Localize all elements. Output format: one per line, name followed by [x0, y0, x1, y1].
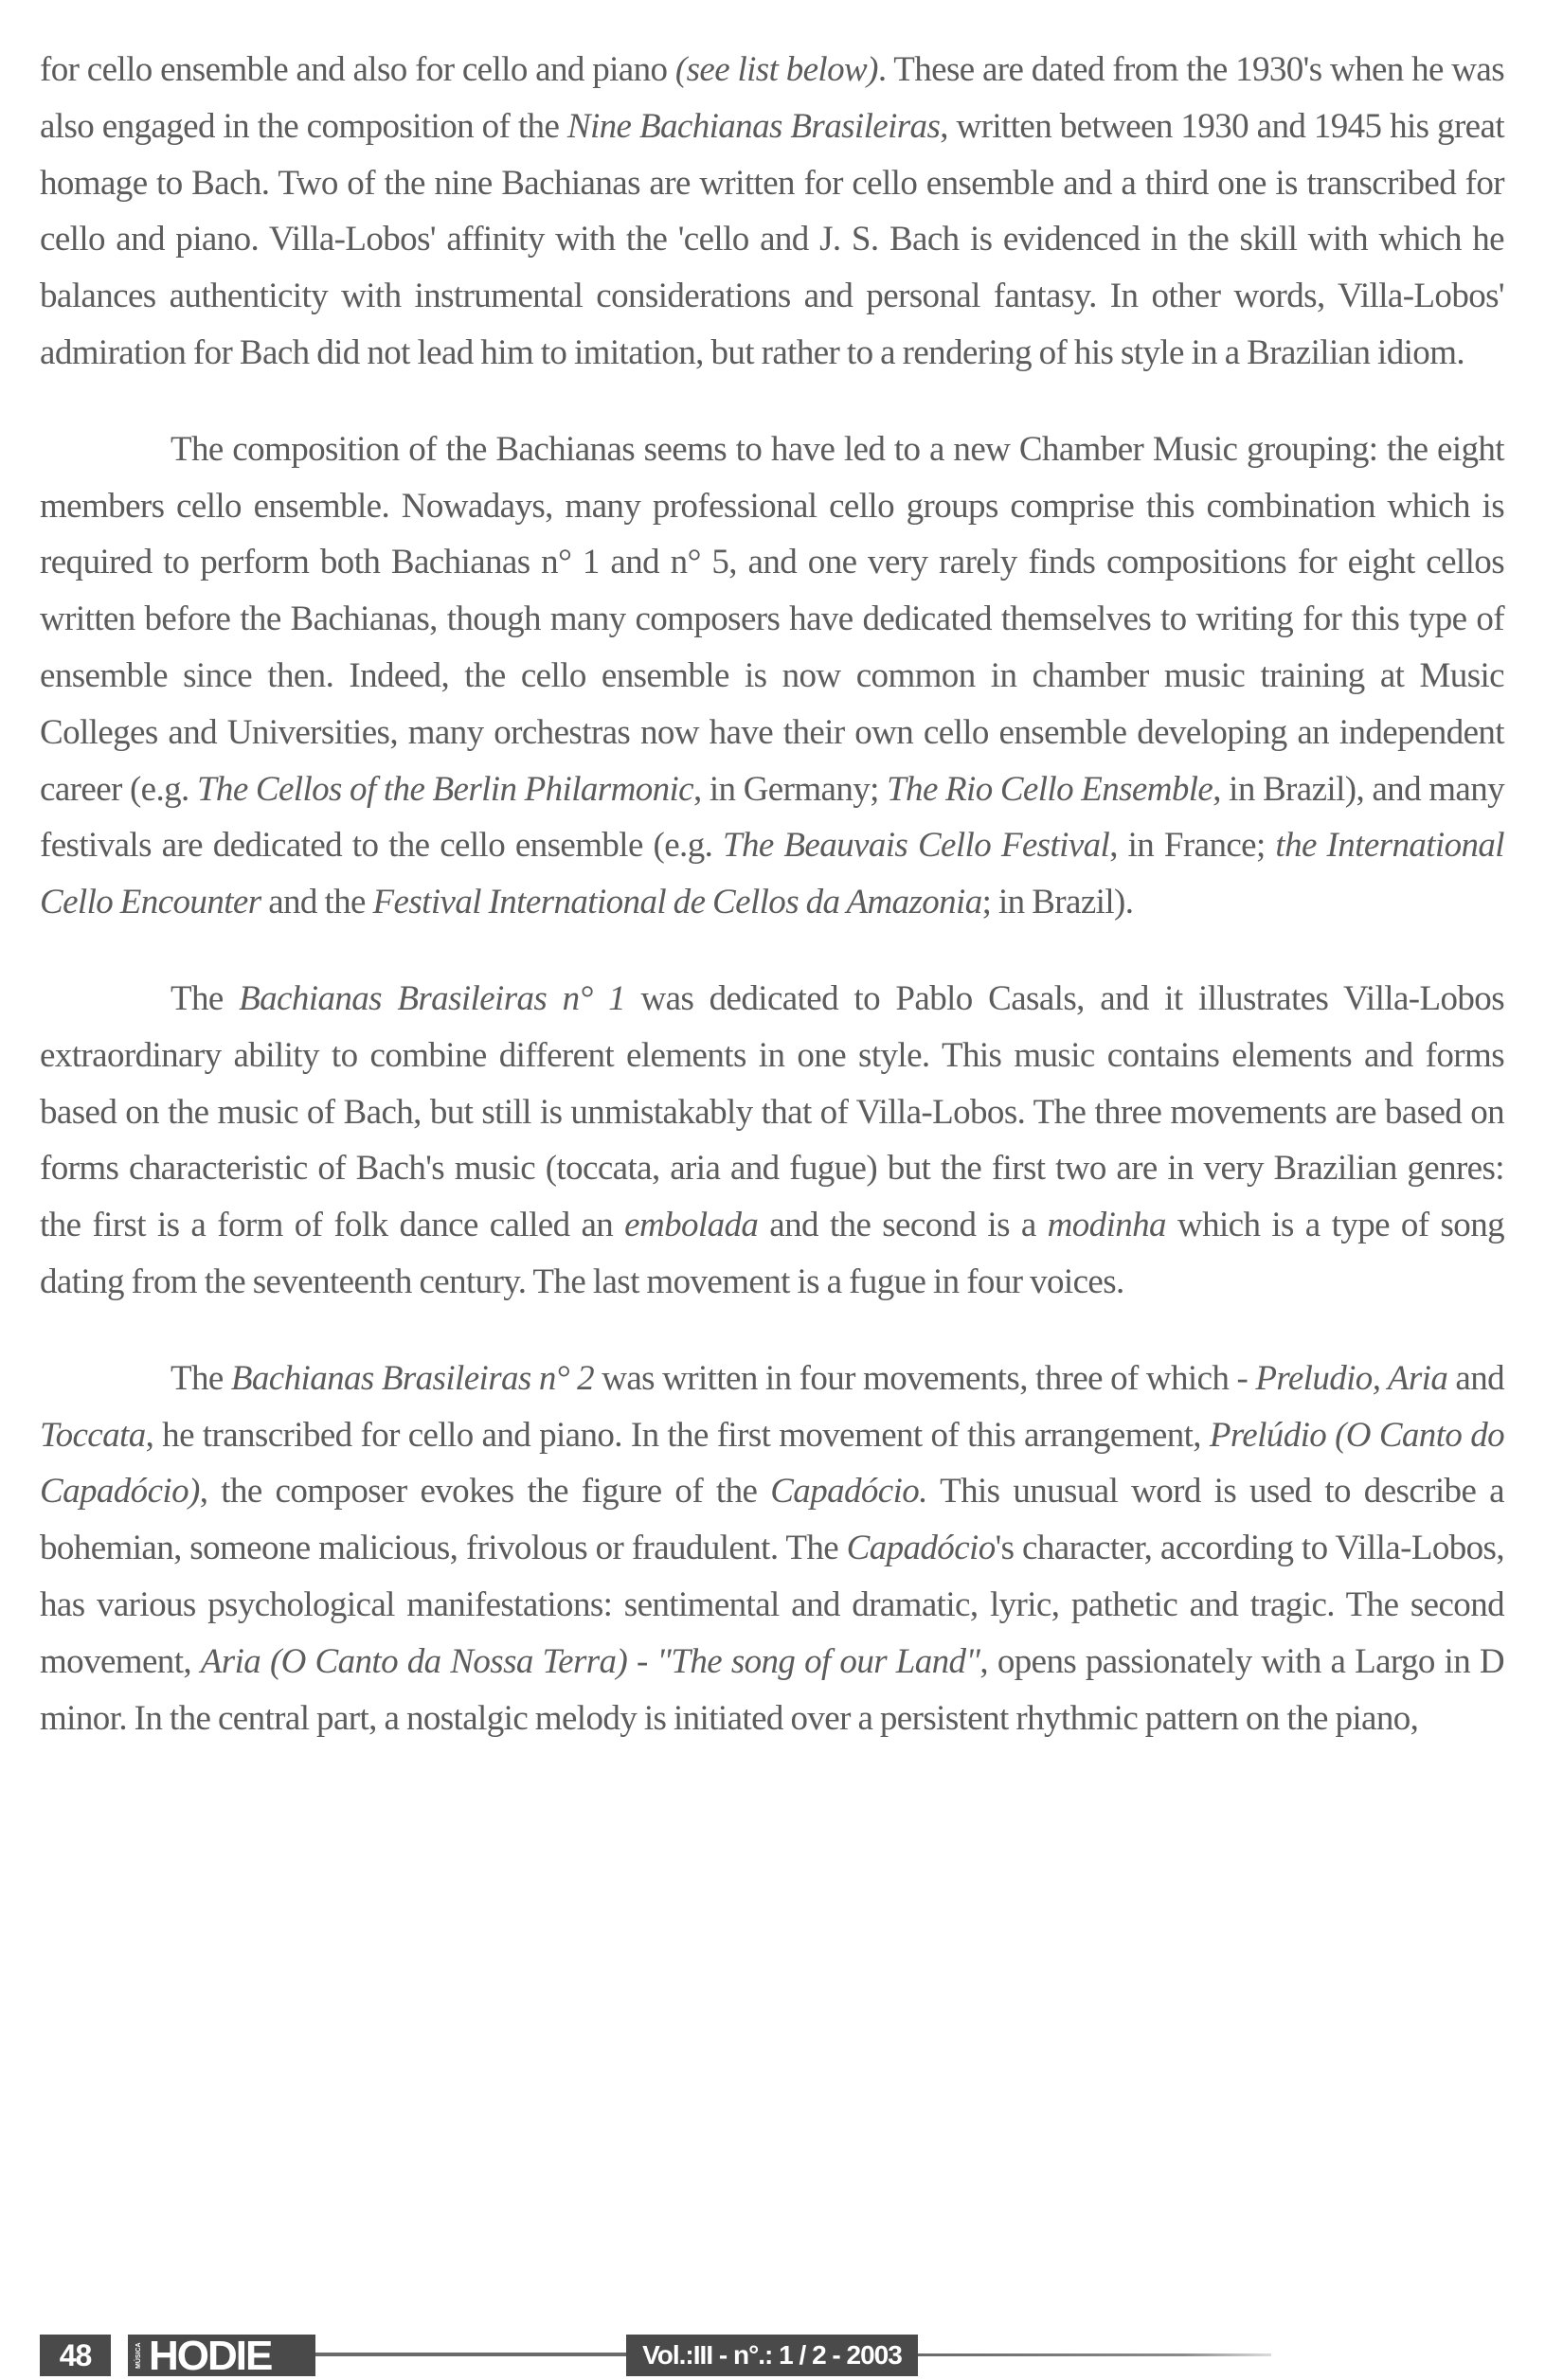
- text-run: and the second is a: [758, 1206, 1048, 1245]
- italic-text: embolada: [624, 1206, 759, 1245]
- text-run: The: [171, 978, 240, 1018]
- logo-subtitle: MÚSICA: [135, 2342, 142, 2369]
- italic-text: The Beauvais Cello Festival: [722, 826, 1110, 866]
- italic-text: Festival International de Cellos da Amazonia: [372, 883, 982, 922]
- text-run: was written in four movements, three of which -: [594, 1358, 1256, 1398]
- text-run: The composition of the Bachianas seems to have led to a new Chamber Music grouping: the eight members cello ensemble. Nowadays, many professional cello groups comprise this combination which is required to perform both Bachianas n° 1 and n° 5, and one very rarely finds compositions for eight cellos written before the Bachianas, though many composers have dedicated themselves to writing for this type of ensemble since then. Indeed, the cello ensemble is now common in chamber music training at Music Colleges and Universities, many orchestras now have their own cello ensemble developing an independent career (e.g.: [40, 429, 1504, 809]
- footer-rule: [315, 2353, 626, 2356]
- italic-text: Nine Bachianas Brasileiras: [566, 106, 941, 146]
- italic-text: Preludio, Aria: [1255, 1358, 1448, 1398]
- italic-text: the International Cello Encounter: [40, 826, 1504, 922]
- italic-text: Aria (O Canto da Nossa Terra) - "The song of our Land": [200, 1641, 980, 1681]
- italic-text: Capadócio.: [770, 1472, 927, 1512]
- text-run: , in Germany;: [693, 769, 888, 809]
- paragraph: [40, 971, 1504, 1311]
- italic-text: Capadócio: [846, 1529, 996, 1568]
- text-run: and: [1447, 1358, 1505, 1398]
- text-run: for cello ensemble and also for cello and piano: [40, 50, 675, 89]
- text-run: , he transcribed for cello and piano. In the first movement of this arrangement,: [145, 1415, 1210, 1455]
- page-footer: [40, 2333, 1271, 2379]
- footer-rule-fade: [918, 2353, 1271, 2356]
- journal-logo: [128, 2333, 315, 2379]
- text-run: , in Brazil), and many festivals are dedicated to the cello ensemble (e.g.: [40, 769, 1505, 866]
- italic-text: The Rio Cello Ensemble: [887, 769, 1213, 809]
- logo-title: HODIE: [149, 2333, 272, 2379]
- text-run: , in France;: [1109, 826, 1276, 866]
- italic-text: Bachianas Brasileiras n° 2: [230, 1358, 595, 1398]
- text-run: . These are dated from the 1930's when he was also engaged in the composition of the: [40, 50, 1505, 146]
- text-run: 's character, according to Villa-Lobos, has various psychological manifestations: sentimental and dramatic, lyric, pathetic and tragic. The second movement,: [40, 1529, 1504, 1681]
- italic-text: Prelúdio (O Canto do Capadócio): [40, 1415, 1505, 1512]
- text-run: which is a type of song dating from the seventeenth century. The last movement is a fugue in four voices.: [40, 1206, 1504, 1301]
- volume-label: Vol.:III - n°.: 1 / 2 - 2003: [626, 2335, 918, 2376]
- paragraph: [40, 42, 1504, 382]
- paragraph: [40, 1351, 1504, 1747]
- body-text: [40, 42, 1504, 1746]
- italic-text: Toccata: [40, 1415, 146, 1455]
- paragraph: [40, 421, 1504, 931]
- italic-text: The Cellos of the Berlin Philarmonic: [196, 769, 693, 809]
- text-run: , opens passionately with a Largo in D minor. In the central part, a nostalgic melody is initiated over a persistent rhythmic pattern on the piano,: [40, 1641, 1504, 1738]
- text-run: was dedicated to Pablo Casals, and it illustrates Villa-Lobos extraordinary ability to combine different elements in one style. This music contains elements and forms based on the music of Bach, but still is unmistakably that of Villa-Lobos. The three movements are based on forms characteristic of Bach's music (toccata, aria and fugue) but the first two are in very Brazilian genres: the first is a form of folk dance called an: [40, 978, 1505, 1245]
- text-run: , written between 1930 and 1945 his great homage to Bach. Two of the nine Bachianas are written for cello ensemble and a third one is transcribed for cello and piano. Villa-Lobos' affinity with the 'cello and J. S. Bach is evidenced in the skill with which he balances authenticity with instrumental considerations and personal fantasy. In other words, Villa-Lobos' admiration for Bach did not lead him to imitation, but rather to a rendering of his style in a Brazilian idiom.: [40, 106, 1504, 372]
- page-number: 48: [40, 2335, 111, 2376]
- italic-text: (see list below): [674, 50, 878, 89]
- italic-text: modinha: [1047, 1206, 1166, 1245]
- text-run: This unusual word is used to describe a bohemian, someone malicious, frivolous or fraudulent. The: [40, 1472, 1504, 1568]
- text-run: ; in Brazil).: [981, 883, 1134, 922]
- text-run: The: [171, 1358, 231, 1398]
- text-run: , the composer evokes the figure of the: [199, 1472, 771, 1512]
- text-run: and the: [260, 883, 373, 922]
- italic-text: Bachianas Brasileiras n° 1: [239, 978, 626, 1018]
